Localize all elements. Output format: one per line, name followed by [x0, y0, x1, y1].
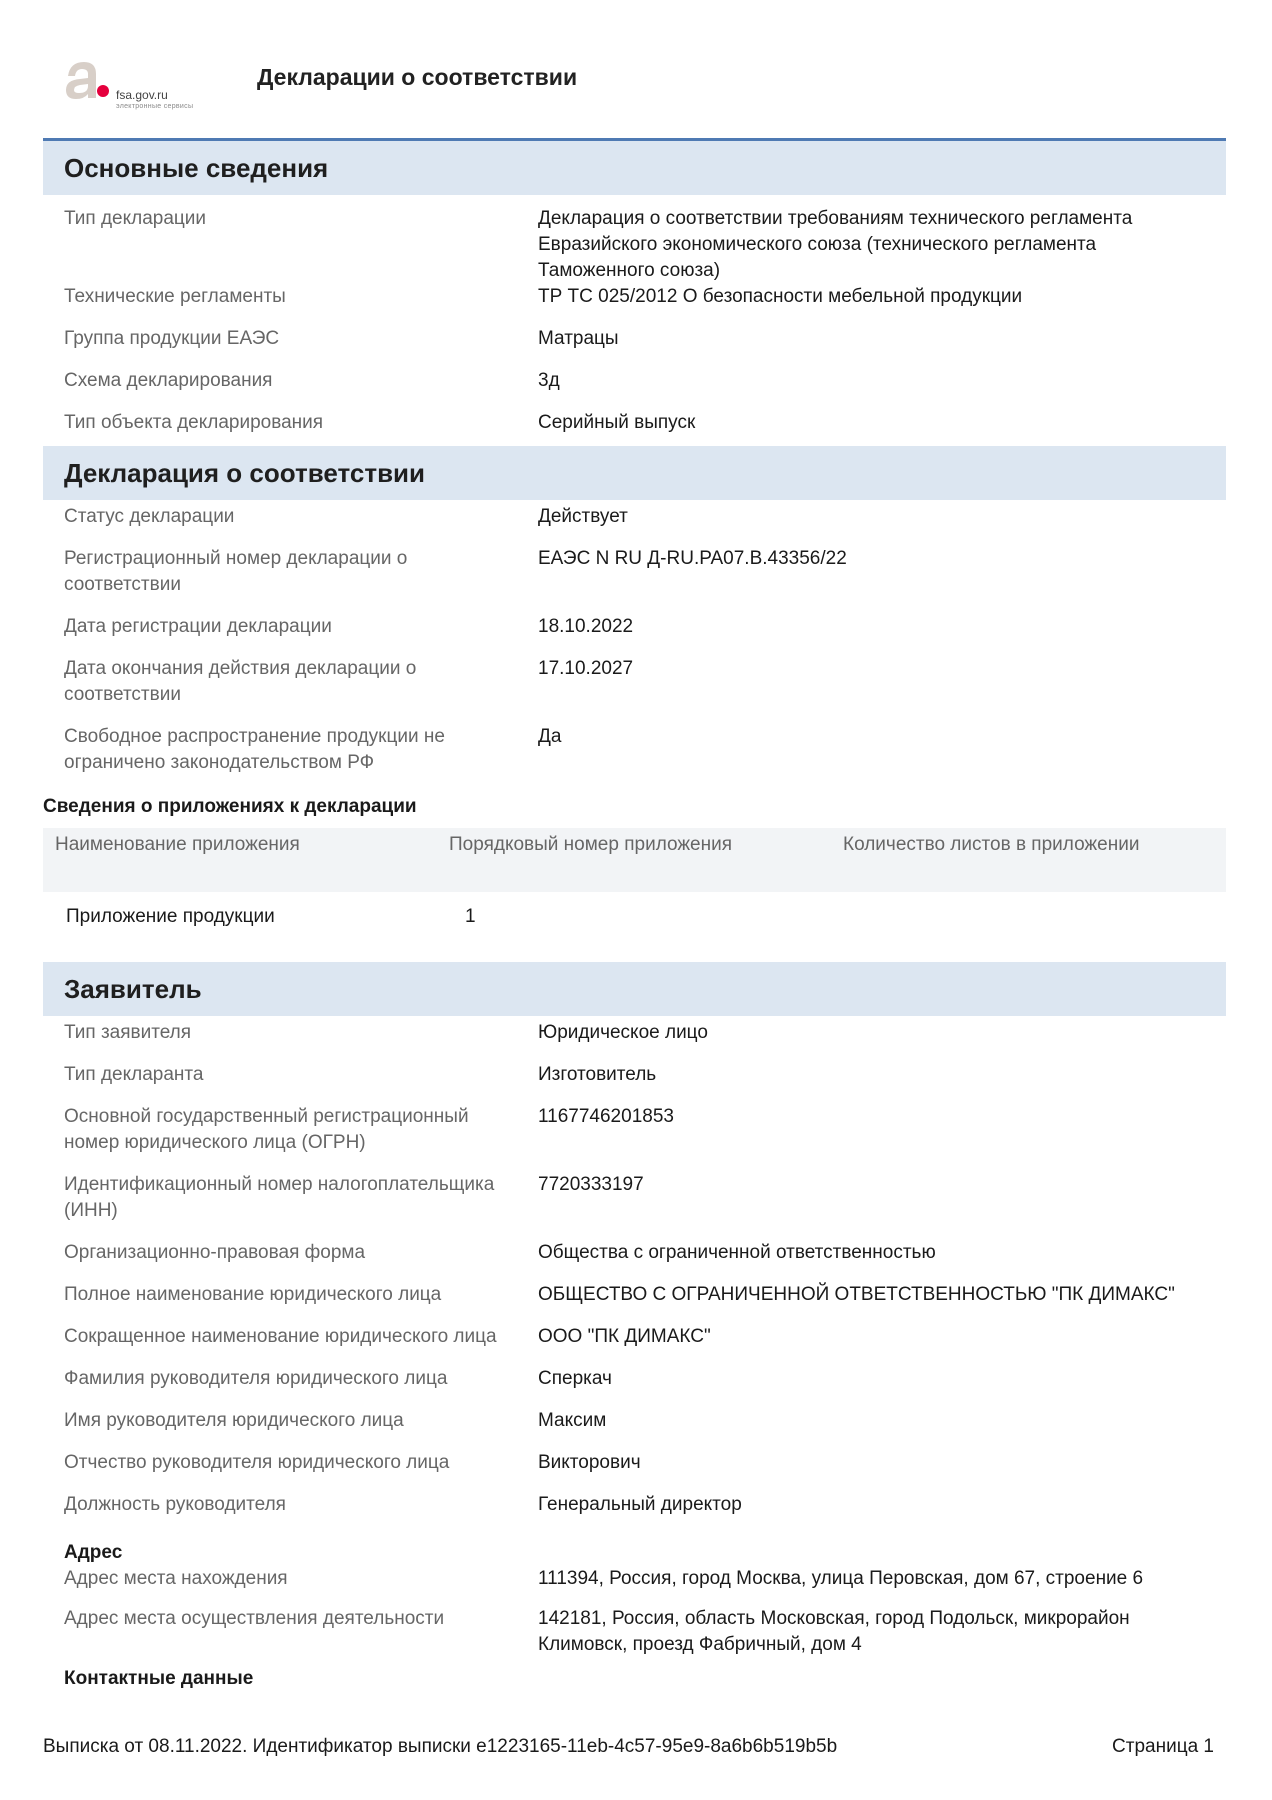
field-row — [43, 1314, 1226, 1356]
field-label: Адрес места нахождения — [64, 1568, 288, 1589]
address-title: Адрес — [64, 1542, 123, 1563]
field-label: Организационно-правовая форма — [64, 1242, 366, 1263]
field-value: 1167746201853 — [538, 1106, 674, 1127]
document-title: Декларации о соответствии — [257, 64, 578, 90]
field-value: 3д — [538, 370, 560, 391]
page-header — [60, 56, 660, 116]
section-title: Декларация о соответствии — [64, 457, 426, 488]
field-value: Генеральный директор — [538, 1494, 742, 1515]
field-row — [43, 195, 1226, 284]
table-cell: 1 — [465, 906, 476, 927]
field-label: Схема декларирования — [64, 370, 273, 391]
field-label: Должность руководителя — [64, 1494, 286, 1515]
field-label: Тип заявителя — [64, 1022, 192, 1043]
section-title: Основные сведения — [64, 152, 329, 183]
field-row — [43, 316, 1226, 358]
field-value: Декларация о соответствии требованиям технического регламента Евразийского экономического союза (технического регламента Таможенного союза) — [538, 208, 1133, 281]
extract-info: Выписка от 08.11.2022. Идентификатор выписки e1223165-11eb-4c57-95e9-8a6b6b519b5b — [43, 1736, 838, 1757]
field-label: Дата регистрации декларации — [64, 616, 332, 637]
table-cell — [831, 906, 1225, 962]
field-value: Викторович — [538, 1452, 641, 1473]
field-value: 142181, Россия, область Московская, город Подольск, микрорайон Климовск, проезд Фабричный, дом 4 — [538, 1608, 1130, 1655]
field-row — [43, 1162, 1226, 1230]
column-header: Наименование приложения — [55, 834, 300, 855]
field-value: Общества с ограниченной ответственностью — [538, 1242, 936, 1263]
column-header: Порядковый номер приложения — [449, 834, 733, 855]
field-value: Серийный выпуск — [538, 412, 696, 433]
field-value: Матрацы — [538, 328, 619, 349]
field-label: Адрес места осуществления деятельности — [64, 1608, 445, 1629]
field-label: Регистрационный номер декларации о соответствии — [64, 548, 408, 595]
field-label: Дата окончания действия декларации о соответствии — [64, 658, 417, 705]
table-row — [43, 892, 1226, 962]
field-value: Да — [538, 726, 562, 747]
field-row — [43, 604, 1226, 646]
attachments-title: Сведения о приложениях к декларации — [43, 796, 417, 817]
applicant-rows — [43, 1016, 1226, 1524]
field-label: Статус декларации — [64, 506, 235, 527]
field-value: 18.10.2022 — [538, 616, 634, 637]
field-row — [43, 1356, 1226, 1398]
field-label: Сокращенное наименование юридического лица — [64, 1326, 497, 1347]
field-value: Изготовитель — [538, 1064, 657, 1085]
field-value: ЕАЭС N RU Д-RU.PA07.B.43356/22 — [538, 548, 847, 569]
field-label: Имя руководителя юридического лица — [64, 1410, 404, 1431]
field-row — [43, 1398, 1226, 1440]
field-label: Группа продукции ЕАЭС — [64, 328, 280, 349]
field-label: Отчество руководителя юридического лица — [64, 1452, 450, 1473]
field-value: Максим — [538, 1410, 607, 1431]
field-value: 7720333197 — [538, 1174, 644, 1195]
field-row — [43, 1052, 1226, 1094]
field-row — [43, 1440, 1226, 1482]
field-value: ОБЩЕСТВО С ОГРАНИЧЕННОЙ ОТВЕТСТВЕННОСТЬЮ "ПК ДИМАКС" — [538, 1284, 1175, 1305]
field-value: 17.10.2027 — [538, 658, 634, 679]
page-footer — [43, 1736, 1226, 1758]
field-value: ТР ТС 025/2012 О безопасности мебельной продукции — [538, 286, 1023, 307]
field-row — [43, 646, 1226, 714]
field-row — [43, 1600, 1226, 1658]
field-label: Тип декларанта — [64, 1064, 204, 1085]
field-label: Фамилия руководителя юридического лица — [64, 1368, 448, 1389]
address-rows — [43, 1564, 1226, 1658]
field-label: Технические регламенты — [64, 286, 286, 307]
field-label: Тип декларации — [64, 208, 207, 229]
logo-site: fsa.gov.ru — [116, 88, 168, 102]
declaration-rows — [43, 500, 1226, 782]
field-label: Основной государственный регистрационный номер юридического лица (ОГРН) — [64, 1106, 469, 1153]
logo-subtitle: электронные сервисы — [116, 103, 194, 110]
page-number: Страница 1 — [1112, 1736, 1214, 1757]
field-row — [43, 284, 1226, 316]
field-row — [43, 1482, 1226, 1524]
document-content — [43, 138, 1226, 1690]
field-row — [43, 500, 1226, 536]
section-applicant — [43, 962, 1226, 1016]
column-header: Количество листов в приложении — [843, 834, 1140, 855]
field-label: Полное наименование юридического лица — [64, 1284, 442, 1305]
field-row — [43, 1564, 1226, 1600]
field-value: Юридическое лицо — [538, 1022, 708, 1043]
contacts-title: Контактные данные — [64, 1668, 254, 1689]
field-row — [43, 400, 1226, 446]
section-title: Заявитель — [64, 973, 202, 1004]
field-row — [43, 1016, 1226, 1052]
field-value: Сперкач — [538, 1368, 612, 1389]
field-row — [43, 714, 1226, 782]
field-row — [43, 1094, 1226, 1162]
field-value: Действует — [538, 506, 628, 527]
field-label: Идентификационный номер налогоплательщика (ИНН) — [64, 1174, 495, 1221]
field-label: Тип объекта декларирования — [64, 412, 324, 433]
fsa-logo[interactable] — [60, 56, 220, 116]
field-value: 111394, Россия, город Москва, улица Перовская, дом 67, строение 6 — [538, 1568, 1144, 1589]
field-row — [43, 358, 1226, 400]
field-label: Свободное распространение продукции не ограничено законодательством РФ — [64, 726, 445, 773]
section-main-info — [43, 138, 1226, 195]
field-row — [43, 1230, 1226, 1272]
section-declaration — [43, 446, 1226, 500]
main-info-rows — [43, 195, 1226, 446]
field-row — [43, 1272, 1226, 1314]
field-value: ООО "ПК ДИМАКС" — [538, 1326, 711, 1347]
table-cell: Приложение продукции — [66, 906, 275, 927]
attachments-table-header — [43, 828, 1226, 892]
fsa-logo-icon — [60, 56, 120, 106]
field-row — [43, 536, 1226, 604]
